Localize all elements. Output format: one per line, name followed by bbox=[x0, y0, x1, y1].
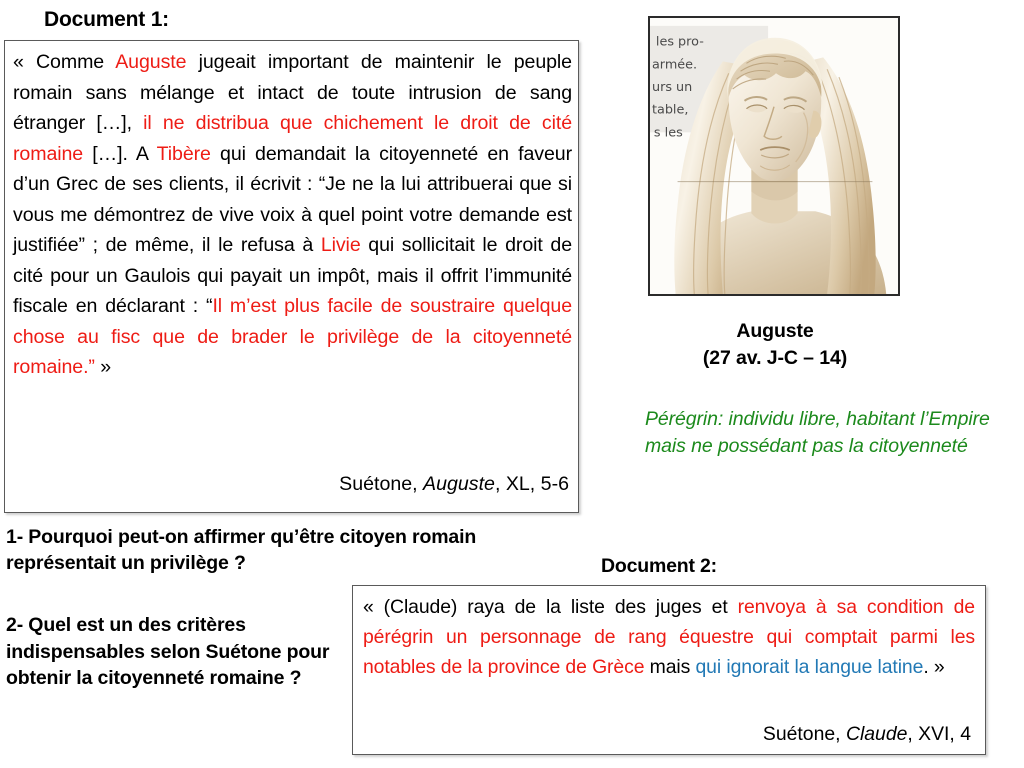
document-2-source bbox=[763, 723, 971, 746]
portrait-caption-name: Auguste bbox=[736, 320, 814, 342]
portrait-caption-dates: (27 av. J-C – 14) bbox=[702, 347, 848, 369]
svg-text:table,: table, bbox=[651, 102, 689, 118]
svg-text:urs un: urs un bbox=[651, 79, 693, 95]
svg-text:s les: s les bbox=[653, 125, 683, 141]
question-1: 1- Pourquoi peut-on affirmer qu’être citoyen romain représentait un privilège ? bbox=[6, 526, 477, 574]
document-1-box bbox=[4, 40, 579, 513]
text-run: Tibère bbox=[156, 142, 211, 165]
text-run: Suétone, bbox=[339, 473, 424, 495]
text-run: […]. A bbox=[83, 142, 157, 165]
document-2-title: Document 2: bbox=[601, 555, 717, 577]
text-run: qui ignorait la langue latine bbox=[695, 656, 924, 678]
text-run: . » bbox=[923, 656, 945, 678]
bust-of-augustus-image bbox=[650, 18, 898, 294]
text-run: jugeait important de maintenir le peuple romain sans mélange et intact de toute intrusion de sang étranger […], bbox=[13, 51, 572, 134]
text-run: qui sollicitait le droit de cité pour un Gaulois qui payait un impôt, mais il offrit l’immunité fiscale en déclarant : “ bbox=[13, 234, 572, 317]
portrait-caption bbox=[648, 318, 902, 372]
text-run: « (Claude) raya de la liste des juges et bbox=[363, 596, 738, 618]
svg-text:armée.: armée. bbox=[651, 57, 698, 73]
text-run: Auguste bbox=[423, 473, 495, 495]
peregrin-definition-note: Pérégrin: individu libre, habitant l’Empire mais ne possédant pas la citoyenneté bbox=[645, 408, 990, 457]
svg-text:les pro-: les pro- bbox=[655, 34, 704, 50]
text-run: Il m’est plus facile de soustraire quelque chose au fisc que de brader le privilège de la citoyenneté romaine.” bbox=[13, 295, 572, 378]
question-2: 2- Quel est un des critères indispensables selon Suétone pour obtenir la citoyenneté romaine ? bbox=[6, 614, 330, 689]
document-2-body bbox=[363, 592, 975, 682]
text-run: qui demandait la citoyenneté en faveur d’un Grec de ses clients, il écrivit : “Je ne la lui attribuerai que si vous me démontrez de vive voix à quel point votre demande est justifiée” ; de même, il le refusa à bbox=[13, 142, 572, 256]
text-run: » bbox=[94, 356, 112, 378]
text-run: mais bbox=[644, 656, 696, 678]
text-run: « Comme bbox=[13, 51, 116, 73]
document-1-source bbox=[339, 470, 569, 498]
document-1-body bbox=[13, 47, 572, 383]
text-run: Livie bbox=[320, 234, 361, 256]
text-run: il ne distribua que chichement le droit de cité romaine bbox=[13, 112, 572, 165]
text-run: , XL, 5-6 bbox=[494, 473, 569, 495]
text-run: renvoya à sa condition de pérégrin un personnage de rang équestre qui comptait parmi les notables de la province de Grèce bbox=[363, 596, 975, 678]
document-1-title: Document 1: bbox=[44, 8, 169, 31]
text-run: , XVI, 4 bbox=[907, 723, 971, 745]
text-run: Auguste bbox=[115, 51, 187, 73]
text-run: Claude bbox=[845, 723, 908, 745]
document-2-box bbox=[352, 585, 986, 755]
text-run: Suétone, bbox=[762, 723, 846, 745]
augustus-portrait-frame bbox=[648, 16, 900, 296]
